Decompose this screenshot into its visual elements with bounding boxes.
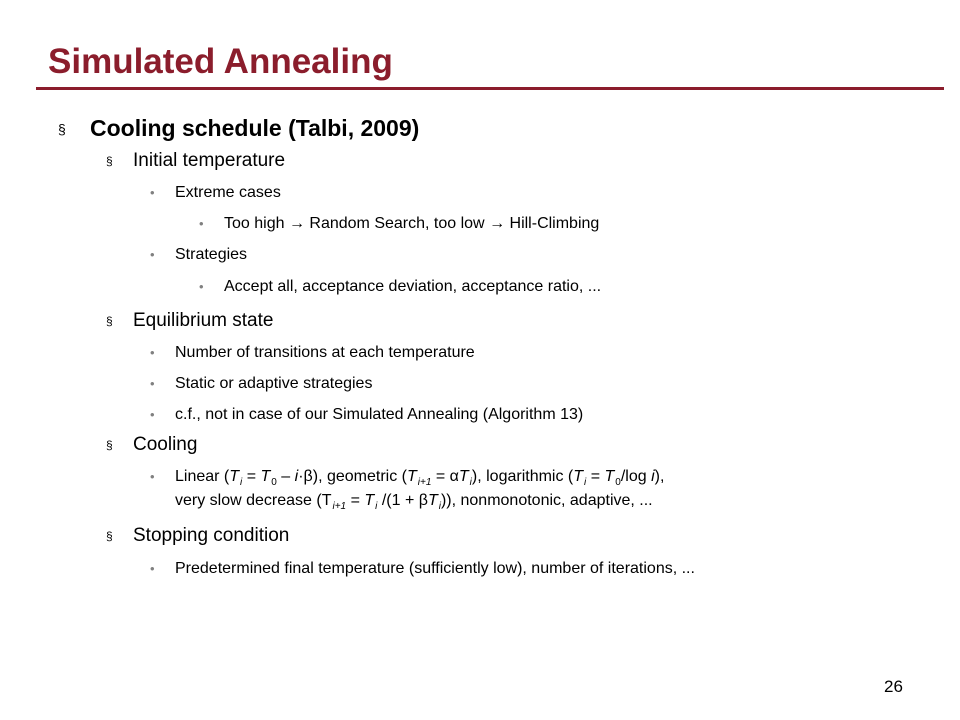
random-search-text: Random Search, too low [309,215,485,232]
formula-text: = [431,468,450,485]
formula-subscript: i+1 [332,501,347,512]
level4-bullet-icon: • [199,216,204,231]
extreme-cases-detail [224,215,599,233]
formula-text: = [346,492,365,509]
strategies-text: Strategies [175,246,248,263]
formula-subscript: i [375,501,378,512]
level3-bullet-icon: • [150,185,155,200]
formula-var: i [294,468,299,485]
level3-bullet-icon: • [150,376,155,391]
stopping-label: Stopping condition [133,525,290,546]
formula-var: T [604,468,615,485]
formula-subscript: i [469,477,472,488]
formula-subscript: 0 [615,477,621,488]
formula-var: T [364,492,375,509]
cooling-formula-line1 [175,468,664,486]
cooling-formula-line2 [175,492,653,510]
cooling-label: Cooling [133,434,198,455]
level2-bullet-icon: § [106,438,113,452]
list-item: Static or adaptive strategies [175,375,373,392]
arrow-right-icon: → [489,215,506,232]
level1-bullet-icon: § [58,121,66,137]
formula-text: = [586,468,605,485]
formula-text: ), geometric ( [312,468,407,485]
formula-text: very slow decrease (T [175,492,332,509]
extreme-cases-text: Extreme cases [175,184,281,201]
level3-bullet-icon: • [150,407,155,422]
formula-text: )), nonmonotonic, adaptive, ... [440,492,653,509]
list-item: c.f., not in case of our Simulated Annealing (Algorithm 13) [175,406,584,423]
level3-bullet-icon: • [150,561,155,576]
formula-var: T [573,468,584,485]
list-item: Number of transitions at each temperature [175,344,475,361]
formula-subscript: i [240,477,243,488]
formula-text: /(1 + [377,492,419,509]
formula-text: ), logarithmic ( [471,468,574,485]
formula-subscript: i [438,501,441,512]
stopping-detail: Predetermined final temperature (sufficiently low), number of iterations, ... [175,560,695,577]
formula-text: α [449,468,459,485]
formula-var: T [458,468,469,485]
formula-var: T [427,492,438,509]
level2-bullet-icon: § [106,154,113,168]
formula-var: T [260,468,271,485]
hill-climbing-text: Hill-Climbing [509,215,600,232]
formula-var: T [406,468,417,485]
title-divider [36,87,944,90]
formula-var: T [229,468,240,485]
page-number: 26 [884,677,903,696]
formula-var: i [651,468,655,485]
level3-bullet-icon: • [150,345,155,360]
level2-bullet-icon: § [106,529,113,543]
initial-temperature-label: Initial temperature [133,150,286,171]
formula-text: Linear ( [175,468,230,485]
formula-subscript: i [584,477,587,488]
formula-subscript: 0 [271,477,277,488]
formula-text: β [418,492,428,509]
formula-text: = [242,468,261,485]
equilibrium-label: Equilibrium state [133,310,274,331]
level4-bullet-icon: • [199,279,204,294]
level2-bullet-icon: § [106,314,113,328]
formula-subscript: i+1 [417,477,432,488]
formula-text: – [276,468,295,485]
level3-bullet-icon: • [150,247,155,262]
too-high-text: Too high [224,215,285,232]
formula-text: /log [620,468,652,485]
level3-bullet-icon: • [150,469,155,484]
strategies-detail: Accept all, acceptance deviation, acceptance ratio, ... [224,278,602,295]
formula-text: ), [654,468,665,485]
arrow-right-icon: → [288,215,305,232]
section-heading: Cooling schedule (Talbi, 2009) [90,115,420,141]
formula-text: ·β [298,468,313,485]
page-title: Simulated Annealing [48,42,393,81]
